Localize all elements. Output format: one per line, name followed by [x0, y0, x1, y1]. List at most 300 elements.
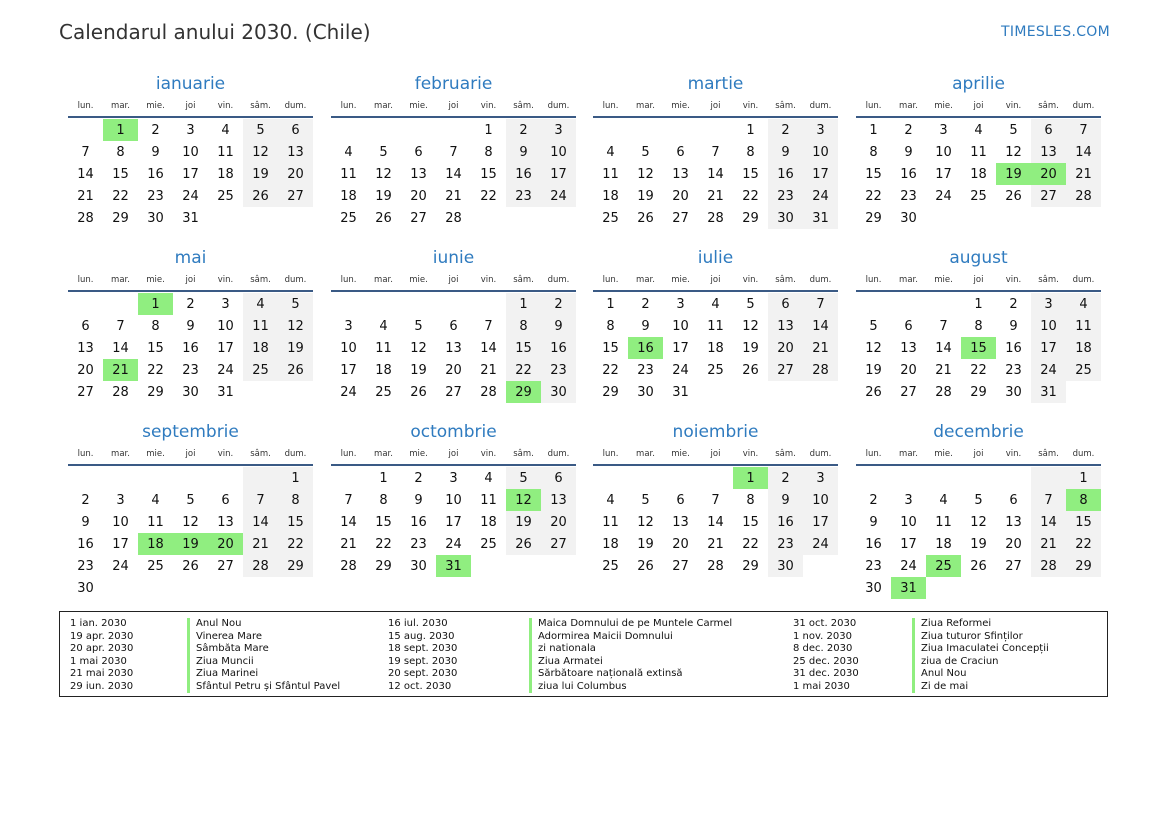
calendar-day[interactable]: 26 — [410, 384, 427, 400]
calendar-day[interactable]: 11 — [1066, 315, 1101, 337]
calendar-day[interactable]: 21 — [243, 533, 278, 555]
calendar-day[interactable]: 20 — [541, 511, 576, 533]
calendar-day[interactable]: 7 — [803, 293, 838, 315]
calendar-day[interactable]: 22 — [147, 362, 164, 378]
calendar-day[interactable]: 18 — [480, 514, 497, 530]
calendar-day[interactable]: 30 — [147, 210, 164, 226]
holiday-day[interactable]: 1 — [733, 467, 768, 489]
calendar-day[interactable]: 12 — [637, 514, 654, 530]
calendar-day[interactable]: 17 — [935, 166, 952, 182]
calendar-day[interactable]: 28 — [707, 558, 724, 574]
calendar-day[interactable]: 24 — [900, 558, 917, 574]
calendar-day[interactable]: 26 — [742, 362, 759, 378]
calendar-day[interactable]: 13 — [77, 340, 94, 356]
holiday-day[interactable]: 18 — [138, 533, 173, 555]
holiday-day[interactable]: 12 — [506, 489, 541, 511]
calendar-day[interactable]: 8 — [606, 318, 615, 334]
calendar-day[interactable]: 23 — [77, 558, 94, 574]
calendar-day[interactable]: 26 — [182, 558, 199, 574]
calendar-day[interactable]: 6 — [768, 293, 803, 315]
calendar-day[interactable]: 21 — [707, 536, 724, 552]
calendar-day[interactable]: 9 — [81, 514, 90, 530]
calendar-day[interactable]: 4 — [606, 144, 615, 160]
calendar-day[interactable]: 13 — [278, 141, 313, 163]
calendar-day[interactable]: 23 — [182, 362, 199, 378]
calendar-day[interactable]: 10 — [182, 144, 199, 160]
calendar-day[interactable]: 4 — [221, 122, 230, 138]
calendar-day[interactable]: 15 — [375, 514, 392, 530]
calendar-day[interactable]: 11 — [147, 514, 164, 530]
calendar-day[interactable]: 27 — [410, 210, 427, 226]
calendar-day[interactable]: 12 — [182, 514, 199, 530]
calendar-day[interactable]: 13 — [672, 166, 689, 182]
calendar-day[interactable]: 20 — [410, 188, 427, 204]
calendar-day[interactable]: 14 — [77, 166, 94, 182]
calendar-day[interactable]: 8 — [506, 315, 541, 337]
calendar-day[interactable]: 20 — [900, 362, 917, 378]
calendar-day[interactable]: 23 — [900, 188, 917, 204]
calendar-day[interactable]: 20 — [1005, 536, 1022, 552]
calendar-day[interactable]: 24 — [217, 362, 234, 378]
calendar-day[interactable]: 28 — [1031, 555, 1066, 577]
calendar-day[interactable]: 9 — [414, 492, 423, 508]
calendar-day[interactable]: 15 — [112, 166, 129, 182]
calendar-day[interactable]: 14 — [803, 315, 838, 337]
calendar-day[interactable]: 15 — [147, 340, 164, 356]
calendar-day[interactable]: 29 — [1066, 555, 1101, 577]
calendar-day[interactable]: 24 — [803, 533, 838, 555]
calendar-day[interactable]: 12 — [970, 514, 987, 530]
calendar-day[interactable]: 2 — [541, 293, 576, 315]
calendar-day[interactable]: 7 — [243, 489, 278, 511]
calendar-day[interactable]: 21 — [935, 362, 952, 378]
calendar-day[interactable]: 24 — [1031, 359, 1066, 381]
calendar-day[interactable]: 23 — [637, 362, 654, 378]
calendar-day[interactable]: 17 — [182, 166, 199, 182]
calendar-day[interactable]: 2 — [768, 467, 803, 489]
calendar-day[interactable]: 13 — [410, 166, 427, 182]
calendar-day[interactable]: 1 — [379, 470, 388, 486]
calendar-day[interactable]: 2 — [1009, 296, 1018, 312]
calendar-day[interactable]: 6 — [904, 318, 913, 334]
calendar-day[interactable]: 10 — [541, 141, 576, 163]
calendar-day[interactable]: 17 — [803, 511, 838, 533]
calendar-day[interactable]: 26 — [375, 210, 392, 226]
calendar-day[interactable]: 28 — [445, 210, 462, 226]
calendar-day[interactable]: 2 — [869, 492, 878, 508]
calendar-day[interactable]: 9 — [768, 489, 803, 511]
calendar-day[interactable]: 4 — [484, 470, 493, 486]
calendar-day[interactable]: 16 — [182, 340, 199, 356]
calendar-day[interactable]: 30 — [637, 384, 654, 400]
calendar-day[interactable]: 26 — [243, 185, 278, 207]
calendar-day[interactable]: 1 — [1066, 467, 1101, 489]
holiday-day[interactable]: 21 — [103, 359, 138, 381]
calendar-day[interactable]: 15 — [742, 514, 759, 530]
calendar-day[interactable]: 27 — [1005, 558, 1022, 574]
calendar-day[interactable]: 14 — [480, 340, 497, 356]
calendar-day[interactable]: 21 — [803, 337, 838, 359]
calendar-day[interactable]: 21 — [480, 362, 497, 378]
calendar-day[interactable]: 14 — [935, 340, 952, 356]
calendar-day[interactable]: 21 — [1066, 163, 1101, 185]
calendar-day[interactable]: 9 — [1009, 318, 1018, 334]
calendar-day[interactable]: 5 — [641, 144, 650, 160]
holiday-day[interactable]: 29 — [506, 381, 541, 403]
calendar-day[interactable]: 2 — [81, 492, 90, 508]
calendar-day[interactable]: 18 — [935, 536, 952, 552]
calendar-day[interactable]: 11 — [935, 514, 952, 530]
calendar-day[interactable]: 31 — [803, 207, 838, 229]
calendar-day[interactable]: 3 — [904, 492, 913, 508]
calendar-day[interactable]: 7 — [344, 492, 353, 508]
holiday-day[interactable]: 25 — [926, 555, 961, 577]
holiday-day[interactable]: 31 — [891, 577, 926, 599]
calendar-day[interactable]: 4 — [974, 122, 983, 138]
calendar-day[interactable]: 25 — [340, 210, 357, 226]
calendar-day[interactable]: 8 — [379, 492, 388, 508]
calendar-day[interactable]: 6 — [676, 144, 685, 160]
calendar-day[interactable]: 11 — [340, 166, 357, 182]
calendar-day[interactable]: 23 — [506, 185, 541, 207]
calendar-day[interactable]: 4 — [379, 318, 388, 334]
calendar-day[interactable]: 18 — [970, 166, 987, 182]
calendar-day[interactable]: 24 — [803, 185, 838, 207]
calendar-day[interactable]: 5 — [243, 119, 278, 141]
calendar-day[interactable]: 25 — [243, 359, 278, 381]
calendar-day[interactable]: 23 — [410, 536, 427, 552]
calendar-day[interactable]: 12 — [637, 166, 654, 182]
calendar-day[interactable]: 27 — [672, 210, 689, 226]
calendar-day[interactable]: 4 — [243, 293, 278, 315]
calendar-day[interactable]: 22 — [742, 188, 759, 204]
calendar-day[interactable]: 21 — [1031, 533, 1066, 555]
calendar-day[interactable]: 27 — [672, 558, 689, 574]
calendar-day[interactable]: 28 — [707, 210, 724, 226]
calendar-day[interactable]: 25 — [1066, 359, 1101, 381]
calendar-day[interactable]: 22 — [375, 536, 392, 552]
calendar-day[interactable]: 15 — [602, 340, 619, 356]
calendar-day[interactable]: 26 — [1005, 188, 1022, 204]
calendar-day[interactable]: 3 — [1031, 293, 1066, 315]
calendar-day[interactable]: 12 — [865, 340, 882, 356]
calendar-day[interactable]: 12 — [375, 166, 392, 182]
calendar-day[interactable]: 22 — [970, 362, 987, 378]
calendar-day[interactable]: 10 — [803, 141, 838, 163]
calendar-day[interactable]: 14 — [243, 511, 278, 533]
calendar-day[interactable]: 1 — [606, 296, 615, 312]
calendar-day[interactable]: 3 — [939, 122, 948, 138]
calendar-day[interactable]: 8 — [484, 144, 493, 160]
calendar-day[interactable]: 25 — [217, 188, 234, 204]
calendar-day[interactable]: 24 — [935, 188, 952, 204]
calendar-day[interactable]: 29 — [375, 558, 392, 574]
calendar-day[interactable]: 7 — [449, 144, 458, 160]
calendar-day[interactable]: 24 — [672, 362, 689, 378]
calendar-day[interactable]: 11 — [970, 144, 987, 160]
calendar-day[interactable]: 11 — [480, 492, 497, 508]
calendar-day[interactable]: 12 — [278, 315, 313, 337]
calendar-day[interactable]: 1 — [484, 122, 493, 138]
calendar-day[interactable]: 11 — [375, 340, 392, 356]
calendar-day[interactable]: 17 — [803, 163, 838, 185]
calendar-day[interactable]: 13 — [445, 340, 462, 356]
calendar-day[interactable]: 28 — [340, 558, 357, 574]
calendar-day[interactable]: 25 — [602, 210, 619, 226]
calendar-day[interactable]: 27 — [445, 384, 462, 400]
calendar-day[interactable]: 7 — [1066, 119, 1101, 141]
calendar-day[interactable]: 31 — [217, 384, 234, 400]
holiday-day[interactable]: 16 — [628, 337, 663, 359]
calendar-day[interactable]: 3 — [221, 296, 230, 312]
calendar-day[interactable]: 28 — [480, 384, 497, 400]
calendar-day[interactable]: 3 — [449, 470, 458, 486]
calendar-day[interactable]: 11 — [602, 166, 619, 182]
calendar-day[interactable]: 17 — [672, 340, 689, 356]
calendar-day[interactable]: 6 — [81, 318, 90, 334]
calendar-day[interactable]: 22 — [480, 188, 497, 204]
calendar-day[interactable]: 1 — [974, 296, 983, 312]
calendar-day[interactable]: 20 — [77, 362, 94, 378]
calendar-day[interactable]: 8 — [151, 318, 160, 334]
calendar-day[interactable]: 12 — [243, 141, 278, 163]
calendar-day[interactable]: 5 — [186, 492, 195, 508]
calendar-day[interactable]: 23 — [768, 185, 803, 207]
calendar-day[interactable]: 16 — [147, 166, 164, 182]
calendar-day[interactable]: 6 — [414, 144, 423, 160]
calendar-day[interactable]: 18 — [217, 166, 234, 182]
holiday-day[interactable]: 31 — [436, 555, 471, 577]
calendar-day[interactable]: 26 — [278, 359, 313, 381]
calendar-day[interactable]: 25 — [147, 558, 164, 574]
calendar-day[interactable]: 8 — [869, 144, 878, 160]
calendar-day[interactable]: 20 — [672, 536, 689, 552]
calendar-day[interactable]: 29 — [742, 210, 759, 226]
calendar-day[interactable]: 19 — [278, 337, 313, 359]
calendar-day[interactable]: 17 — [445, 514, 462, 530]
calendar-day[interactable]: 1 — [278, 467, 313, 489]
calendar-day[interactable]: 5 — [506, 467, 541, 489]
calendar-day[interactable]: 28 — [243, 555, 278, 577]
calendar-day[interactable]: 5 — [974, 492, 983, 508]
calendar-day[interactable]: 2 — [414, 470, 423, 486]
calendar-day[interactable]: 20 — [768, 337, 803, 359]
calendar-day[interactable]: 10 — [935, 144, 952, 160]
calendar-day[interactable]: 27 — [77, 384, 94, 400]
holiday-day[interactable]: 8 — [1066, 489, 1101, 511]
calendar-day[interactable]: 20 — [445, 362, 462, 378]
calendar-day[interactable]: 3 — [186, 122, 195, 138]
calendar-day[interactable]: 13 — [1031, 141, 1066, 163]
calendar-day[interactable]: 3 — [116, 492, 125, 508]
calendar-day[interactable]: 22 — [865, 188, 882, 204]
calendar-day[interactable]: 25 — [480, 536, 497, 552]
calendar-day[interactable]: 5 — [1009, 122, 1018, 138]
calendar-day[interactable]: 19 — [637, 536, 654, 552]
calendar-day[interactable]: 9 — [151, 144, 160, 160]
calendar-day[interactable]: 6 — [541, 467, 576, 489]
calendar-day[interactable]: 25 — [707, 362, 724, 378]
calendar-day[interactable]: 23 — [1005, 362, 1022, 378]
holiday-day[interactable]: 19 — [996, 163, 1031, 185]
calendar-day[interactable]: 17 — [541, 163, 576, 185]
calendar-day[interactable]: 22 — [602, 362, 619, 378]
calendar-day[interactable]: 11 — [602, 514, 619, 530]
calendar-day[interactable]: 15 — [865, 166, 882, 182]
calendar-day[interactable]: 10 — [900, 514, 917, 530]
calendar-day[interactable]: 3 — [803, 467, 838, 489]
calendar-day[interactable]: 18 — [602, 536, 619, 552]
calendar-day[interactable]: 29 — [147, 384, 164, 400]
calendar-day[interactable]: 29 — [602, 384, 619, 400]
calendar-day[interactable]: 5 — [641, 492, 650, 508]
calendar-day[interactable]: 28 — [1066, 185, 1101, 207]
calendar-day[interactable]: 6 — [1009, 492, 1018, 508]
calendar-day[interactable]: 19 — [243, 163, 278, 185]
calendar-day[interactable]: 19 — [970, 536, 987, 552]
calendar-day[interactable]: 25 — [375, 384, 392, 400]
calendar-day[interactable]: 23 — [865, 558, 882, 574]
holiday-day[interactable]: 1 — [138, 293, 173, 315]
calendar-day[interactable]: 26 — [506, 533, 541, 555]
calendar-day[interactable]: 4 — [939, 492, 948, 508]
calendar-day[interactable]: 30 — [182, 384, 199, 400]
calendar-day[interactable]: 19 — [865, 362, 882, 378]
calendar-day[interactable]: 7 — [711, 144, 720, 160]
calendar-day[interactable]: 9 — [904, 144, 913, 160]
calendar-day[interactable]: 27 — [768, 359, 803, 381]
calendar-day[interactable]: 10 — [803, 489, 838, 511]
calendar-day[interactable]: 16 — [1005, 340, 1022, 356]
calendar-day[interactable]: 17 — [900, 536, 917, 552]
calendar-day[interactable]: 13 — [900, 340, 917, 356]
calendar-day[interactable]: 4 — [711, 296, 720, 312]
calendar-day[interactable]: 20 — [278, 163, 313, 185]
calendar-day[interactable]: 24 — [182, 188, 199, 204]
calendar-day[interactable]: 7 — [81, 144, 90, 160]
calendar-day[interactable]: 12 — [1005, 144, 1022, 160]
calendar-day[interactable]: 14 — [1031, 511, 1066, 533]
calendar-day[interactable]: 3 — [676, 296, 685, 312]
calendar-day[interactable]: 10 — [672, 318, 689, 334]
calendar-day[interactable]: 3 — [541, 119, 576, 141]
calendar-day[interactable]: 15 — [742, 166, 759, 182]
calendar-day[interactable]: 1 — [506, 293, 541, 315]
calendar-day[interactable]: 15 — [480, 166, 497, 182]
calendar-day[interactable]: 9 — [186, 318, 195, 334]
calendar-day[interactable]: 21 — [707, 188, 724, 204]
calendar-day[interactable]: 6 — [1031, 119, 1066, 141]
calendar-day[interactable]: 13 — [541, 489, 576, 511]
calendar-day[interactable]: 26 — [970, 558, 987, 574]
calendar-day[interactable]: 7 — [116, 318, 125, 334]
calendar-day[interactable]: 29 — [865, 210, 882, 226]
calendar-day[interactable]: 7 — [484, 318, 493, 334]
calendar-day[interactable]: 16 — [900, 166, 917, 182]
calendar-day[interactable]: 18 — [340, 188, 357, 204]
calendar-day[interactable]: 29 — [970, 384, 987, 400]
calendar-day[interactable]: 10 — [445, 492, 462, 508]
holiday-day[interactable]: 15 — [961, 337, 996, 359]
holiday-day[interactable]: 1 — [103, 119, 138, 141]
calendar-day[interactable]: 14 — [1066, 141, 1101, 163]
calendar-day[interactable]: 23 — [541, 359, 576, 381]
calendar-day[interactable]: 28 — [77, 210, 94, 226]
calendar-day[interactable]: 14 — [112, 340, 129, 356]
calendar-day[interactable]: 18 — [243, 337, 278, 359]
calendar-day[interactable]: 2 — [186, 296, 195, 312]
calendar-day[interactable]: 28 — [935, 384, 952, 400]
calendar-day[interactable]: 7 — [711, 492, 720, 508]
calendar-day[interactable]: 14 — [707, 166, 724, 182]
calendar-day[interactable]: 20 — [672, 188, 689, 204]
calendar-day[interactable]: 30 — [1005, 384, 1022, 400]
calendar-day[interactable]: 30 — [768, 207, 803, 229]
calendar-day[interactable]: 16 — [865, 536, 882, 552]
calendar-day[interactable]: 10 — [340, 340, 357, 356]
calendar-day[interactable]: 21 — [340, 536, 357, 552]
calendar-day[interactable]: 18 — [602, 188, 619, 204]
calendar-day[interactable]: 13 — [768, 315, 803, 337]
calendar-day[interactable]: 31 — [182, 210, 199, 226]
calendar-day[interactable]: 14 — [445, 166, 462, 182]
holiday-day[interactable]: 20 — [208, 533, 243, 555]
calendar-day[interactable]: 9 — [869, 514, 878, 530]
calendar-day[interactable]: 29 — [278, 555, 313, 577]
calendar-day[interactable]: 7 — [1031, 489, 1066, 511]
calendar-day[interactable]: 15 — [278, 511, 313, 533]
calendar-day[interactable]: 9 — [768, 141, 803, 163]
calendar-day[interactable]: 4 — [1066, 293, 1101, 315]
calendar-day[interactable]: 19 — [742, 340, 759, 356]
calendar-day[interactable]: 21 — [77, 188, 94, 204]
calendar-day[interactable]: 11 — [217, 144, 234, 160]
calendar-day[interactable]: 9 — [506, 141, 541, 163]
calendar-day[interactable]: 31 — [1031, 381, 1066, 403]
holiday-day[interactable]: 19 — [173, 533, 208, 555]
calendar-day[interactable]: 5 — [379, 144, 388, 160]
calendar-day[interactable]: 30 — [77, 580, 94, 596]
calendar-day[interactable]: 8 — [746, 492, 755, 508]
calendar-day[interactable]: 19 — [410, 362, 427, 378]
calendar-day[interactable]: 10 — [112, 514, 129, 530]
calendar-day[interactable]: 19 — [375, 188, 392, 204]
calendar-day[interactable]: 8 — [116, 144, 125, 160]
calendar-day[interactable]: 3 — [803, 119, 838, 141]
calendar-day[interactable]: 14 — [340, 514, 357, 530]
calendar-day[interactable]: 10 — [1031, 315, 1066, 337]
calendar-day[interactable]: 29 — [742, 558, 759, 574]
calendar-day[interactable]: 13 — [1005, 514, 1022, 530]
calendar-day[interactable]: 9 — [641, 318, 650, 334]
calendar-day[interactable]: 30 — [410, 558, 427, 574]
calendar-day[interactable]: 1 — [869, 122, 878, 138]
calendar-day[interactable]: 29 — [112, 210, 129, 226]
calendar-day[interactable]: 16 — [506, 163, 541, 185]
calendar-day[interactable]: 23 — [147, 188, 164, 204]
calendar-day[interactable]: 17 — [340, 362, 357, 378]
calendar-day[interactable]: 15 — [1066, 511, 1101, 533]
calendar-day[interactable]: 4 — [151, 492, 160, 508]
calendar-day[interactable]: 5 — [746, 296, 755, 312]
calendar-day[interactable]: 19 — [637, 188, 654, 204]
calendar-day[interactable]: 13 — [217, 514, 234, 530]
calendar-day[interactable]: 23 — [768, 533, 803, 555]
calendar-day[interactable]: 7 — [939, 318, 948, 334]
calendar-day[interactable]: 2 — [904, 122, 913, 138]
calendar-day[interactable]: 13 — [672, 514, 689, 530]
calendar-day[interactable]: 25 — [602, 558, 619, 574]
